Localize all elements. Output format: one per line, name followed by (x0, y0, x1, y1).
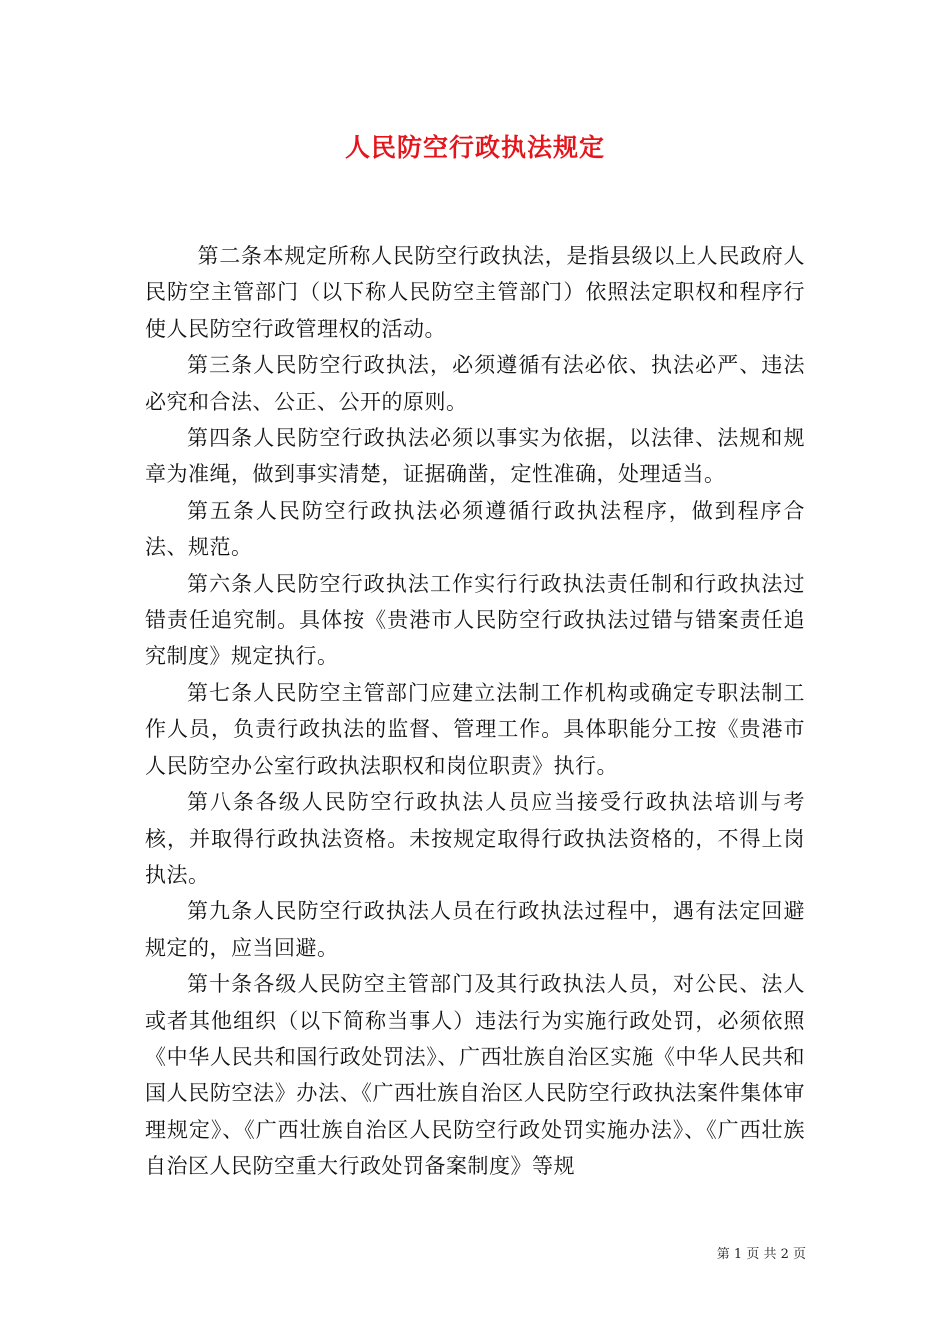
paragraph-article-4: 第四条人民防空行政执法必须以事实为依据，以法律、法规和规章为准绳，做到事实清楚，证据确凿，定性准确，处理适当。 (145, 426, 805, 487)
paragraph-article-9: 第九条人民防空行政执法人员在行政执法过程中，遇有法定回避规定的，应当回避。 (145, 899, 805, 960)
paragraph-article-10: 第十条各级人民防空主管部门及其行政执法人员，对公民、法人或者其他组织（以下简称当事人）违法行为实施行政处罚，必须依照《中华人民共和国行政处罚法》、广西壮族自治区实施《中华人民共和国人民防空法》办法、《广西壮族自治区人民防空行政执法案件集体审理规定》、《广西壮族自治区人民防空行政处罚实施办法》、《广西壮族自治区人民防空重大行政处罚备案制度》等规 (145, 972, 805, 1179)
paragraph-article-6: 第六条人民防空行政执法工作实行行政执法责任制和行政执法过错责任追究制。具体按《贵港市人民防空行政执法过错与错案责任追究制度》规定执行。 (145, 571, 805, 669)
document-title: 人民防空行政执法规定 (344, 133, 605, 162)
paragraph-article-8: 第八条各级人民防空行政执法人员应当接受行政执法培训与考核，并取得行政执法资格。未按规定取得行政执法资格的，不得上岗执法。 (145, 790, 805, 887)
paragraph-article-2: 第二条本规定所称人民防空行政执法，是指县级以上人民政府人民防空主管部门（以下称人民防空主管部门）依照法定职权和程序行使人民防空行政管理权的活动。 (145, 244, 805, 341)
paragraph-article-5: 第五条人民防空行政执法必须遵循行政执法程序，做到程序合法、规范。 (145, 498, 805, 560)
paragraph-article-3: 第三条人民防空行政执法，必须遵循有法必依、执法必严、违法必究和合法、公正、公开的原则。 (145, 353, 805, 414)
paragraph-article-7: 第七条人民防空主管部门应建立法制工作机构或确定专职法制工作人员，负责行政执法的监督、管理工作。具体职能分工按《贵港市人民防空办公室行政执法职权和岗位职责》执行。 (145, 680, 805, 778)
page-number: 第 1 页 共 2 页 (716, 1247, 806, 1262)
document-body (145, 238, 805, 1185)
